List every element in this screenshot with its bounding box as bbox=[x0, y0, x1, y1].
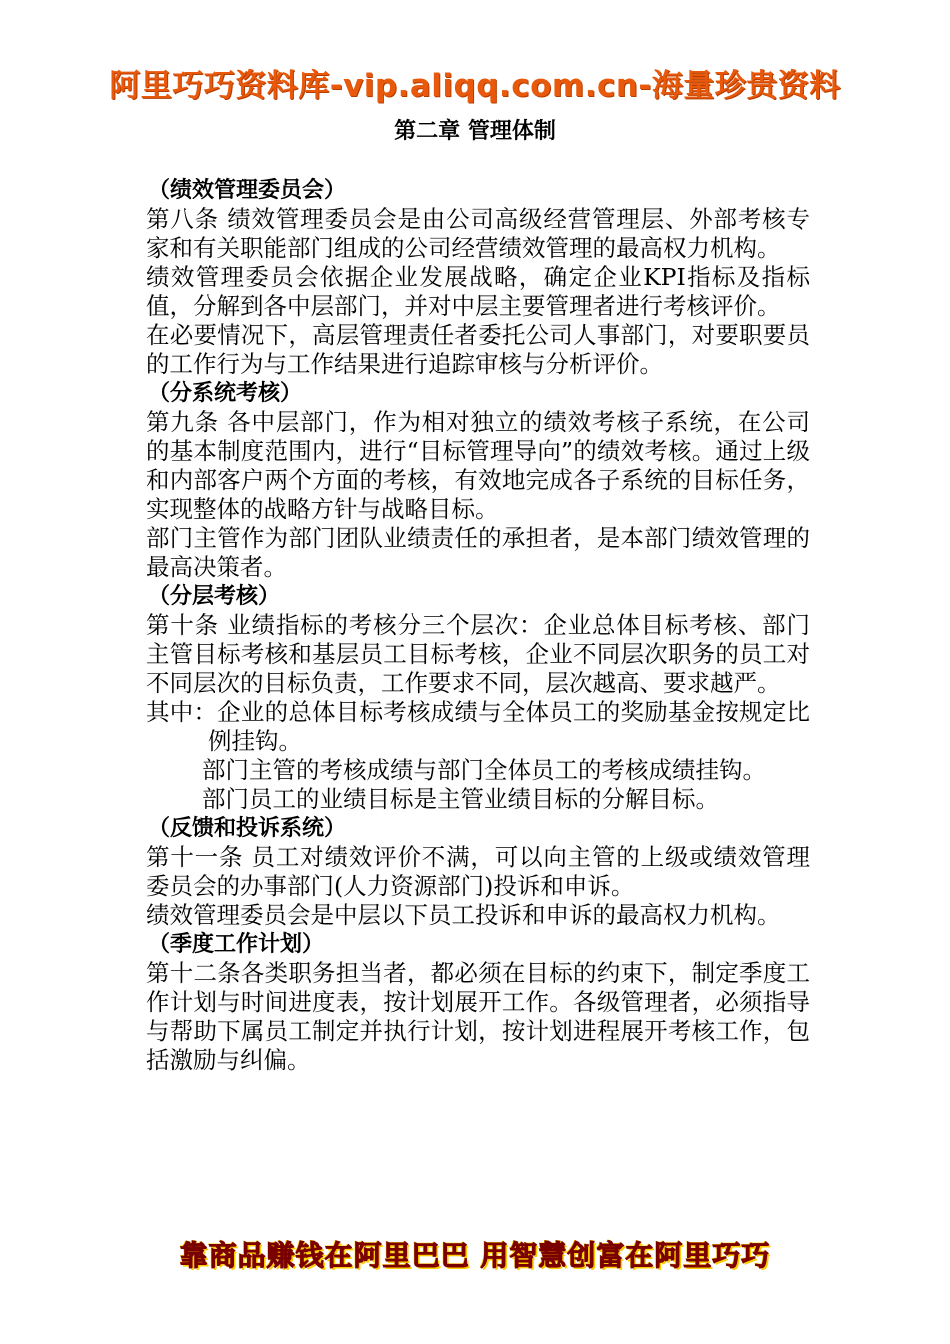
section-quarterly-plan bbox=[146, 930, 810, 1075]
document-body bbox=[146, 176, 810, 1075]
indented-line: 部门主管的考核成绩与部门全体员工的考核成绩挂钩。 bbox=[202, 756, 766, 784]
paragraph: 绩效管理委员会是中层以下员工投诉和申诉的最高权力机构。 bbox=[146, 901, 781, 929]
paragraph: 绩效管理委员会依据企业发展战略，确定企业KPI指标及指标值，分解到各中层部门，并对中层主要管理者进行考核评价。 bbox=[146, 263, 810, 320]
chapter-title: 第二章 管理体制 bbox=[394, 119, 556, 144]
paragraph: 在必要情况下，高层管理责任者委托公司人事部门，对要职要员的工作行为与工作结果进行追踪审核与分析评价。 bbox=[146, 321, 810, 378]
header-banner: 阿里巧巧资料库-vip.aliqq.com.cn-海量珍贵资料 bbox=[109, 68, 841, 104]
section-heading: （分系统考核） bbox=[148, 381, 303, 406]
section-heading: （绩效管理委员会） bbox=[148, 178, 347, 203]
article-11: 第十一条 员工对绩效评价不满，可以向主管的上级或绩效管理委员会的办事部门(人力资源部门)投诉和申诉。 bbox=[146, 843, 810, 900]
section-tiered-assessment bbox=[146, 582, 810, 814]
article-9: 第九条 各中层部门，作为相对独立的绩效考核子系统，在公司的基本制度范围内，进行“目标管理导向”的绩效考核。通过上级和内部客户两个方面的考核，有效地完成各子系统的目标任务，实现整体的战略方针与战略目标。 bbox=[146, 408, 810, 523]
indented-line: 部门员工的业绩目标是主管业绩目标的分解目标。 bbox=[202, 785, 719, 813]
section-performance-committee bbox=[146, 176, 810, 379]
section-heading: （分层考核） bbox=[148, 584, 281, 609]
paragraph-among-them: 其中：企业的总体目标考核成绩与全体员工的奖励基金按规定比例挂钩。 bbox=[146, 698, 810, 755]
section-subsystem-assessment bbox=[146, 379, 810, 582]
section-feedback-complaint bbox=[146, 814, 810, 930]
section-heading: （反馈和投诉系统） bbox=[148, 816, 347, 841]
article-8: 第八条 绩效管理委员会是由公司高级经营管理层、外部考核专家和有关职能部门组成的公司经营绩效管理的最高权力机构。 bbox=[146, 205, 810, 262]
paragraph: 部门主管作为部门团队业绩责任的承担者，是本部门绩效管理的最高决策者。 bbox=[146, 524, 810, 581]
footer-banner: 靠商品赚钱在阿里巴巴 用智慧创富在阿里巧巧 bbox=[179, 1239, 771, 1272]
article-12: 第十二条各类职务担当者，都必须在目标的约束下，制定季度工作计划与时间进度表，按计划展开工作。各级管理者，必须指导与帮助下属员工制定并执行计划，按计划进程展开考核工作，包括激励与纠偏。 bbox=[146, 959, 810, 1074]
article-10: 第十条 业绩指标的考核分三个层次：企业总体目标考核、部门主管目标考核和基层员工目标考核，企业不同层次职务的员工对不同层次的目标负责，工作要求不同，层次越高、要求越严。 bbox=[146, 611, 810, 697]
section-heading: （季度工作计划） bbox=[148, 932, 325, 957]
